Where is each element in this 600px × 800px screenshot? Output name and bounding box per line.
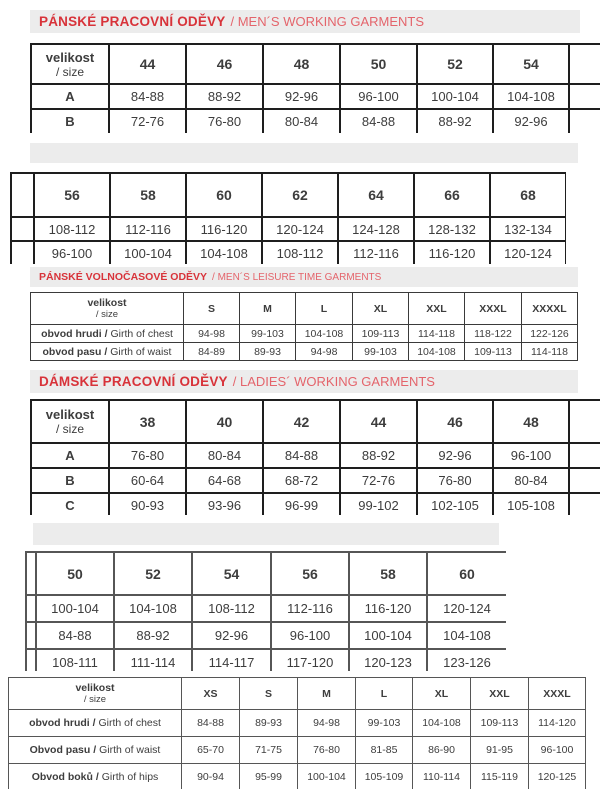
ladies-sizes-38-48-table xyxy=(30,399,600,515)
row-label-bold: obvod hrudi / xyxy=(29,717,96,729)
row-label-bold: obvod pasu / xyxy=(42,345,108,358)
size-range-cell: 117-120 xyxy=(271,649,349,671)
size-range-cell: 76-80 xyxy=(417,468,493,493)
size-range-cell: 102-105 xyxy=(417,493,493,515)
size-range-cell: 81-85 xyxy=(356,737,413,764)
size-range-cell: 84-88 xyxy=(263,443,340,468)
heading-czech: DÁMSKÉ PRACOVNÍ ODĚVY xyxy=(39,374,228,389)
size-range-cell: 72-76 xyxy=(109,109,186,133)
ladies-sizes-50-60-wrapper xyxy=(25,551,506,671)
size-range-cell: 90-93 xyxy=(109,493,186,515)
size-range-cell: 100-104 xyxy=(417,84,493,109)
size-range-cell: 114-120 xyxy=(529,710,586,737)
column-header: XS xyxy=(182,678,240,710)
size-range-cell: 96-100 xyxy=(529,737,586,764)
size-range-cell: 84-88 xyxy=(109,84,186,109)
size-range-cell: 92-96 xyxy=(417,443,493,468)
size-range-cell: 108-112 xyxy=(262,241,338,264)
ladies-sizes-50-60-table xyxy=(25,551,506,671)
column-header: XXXL xyxy=(529,678,586,710)
size-range-cell: 100-104 xyxy=(36,595,114,622)
size-range-cell: 88-92 xyxy=(417,109,493,133)
size-range-cell: 76-80 xyxy=(109,443,186,468)
ladies-sizes-38-48-wrapper xyxy=(30,399,600,515)
column-header: 60 xyxy=(427,552,506,595)
size-range-cell: 80-84 xyxy=(186,443,263,468)
size-range-cell: 68-72 xyxy=(263,468,340,493)
size-range-cell: 109-113 xyxy=(353,325,409,343)
column-header: 58 xyxy=(349,552,427,595)
table-row xyxy=(31,493,600,515)
size-range-cell: 100-104 xyxy=(349,622,427,649)
size-range-cell: 116-120 xyxy=(349,595,427,622)
table-row xyxy=(9,764,586,790)
clipped-column-sliver xyxy=(569,493,600,515)
mens-sizes-44-54-table xyxy=(30,43,600,133)
size-range-cell: 112-116 xyxy=(338,241,414,264)
table-row xyxy=(11,241,566,264)
size-range-cell: 112-116 xyxy=(271,595,349,622)
mens-leisure-heading xyxy=(30,267,578,287)
size-range-cell: 128-132 xyxy=(414,217,490,241)
heading-english: / MEN´S LEISURE TIME GARMENTS xyxy=(212,271,382,283)
row-label-normal: Girth of waist xyxy=(110,345,172,358)
column-header: 58 xyxy=(110,173,186,217)
clipped-column-sliver xyxy=(26,649,36,671)
size-range-cell: 120-124 xyxy=(490,241,566,264)
size-range-cell: 92-96 xyxy=(493,109,569,133)
mens-working-heading xyxy=(30,10,580,33)
column-header: 52 xyxy=(114,552,192,595)
mens-sizes-44-54-wrapper xyxy=(30,43,600,133)
size-range-cell: 108-112 xyxy=(34,217,110,241)
table-row xyxy=(26,622,506,649)
row-label xyxy=(9,764,182,790)
row-label-normal: Girth of chest xyxy=(98,717,161,729)
clipped-column-sliver xyxy=(26,622,36,649)
table-row xyxy=(9,737,586,764)
size-range-cell: 80-84 xyxy=(493,468,569,493)
column-header: 50 xyxy=(340,44,417,84)
row-label: B xyxy=(31,468,109,493)
column-header: 66 xyxy=(414,173,490,217)
corner-normal-label: / size xyxy=(55,64,84,79)
table-row xyxy=(31,343,578,361)
size-range-cell: 114-118 xyxy=(409,325,465,343)
heading-czech: PÁNSKÉ PRACOVNÍ ODĚVY xyxy=(39,14,226,29)
column-header: 40 xyxy=(186,400,263,443)
clipped-column-sliver xyxy=(569,84,600,109)
clipped-column-sliver xyxy=(11,173,34,217)
column-header: 46 xyxy=(186,44,263,84)
row-label-bold: Obvod boků / xyxy=(31,771,99,783)
table-row xyxy=(31,468,600,493)
column-header: M xyxy=(240,293,296,325)
column-header: 68 xyxy=(490,173,566,217)
row-label-bold: obvod hrudi / xyxy=(41,327,108,340)
size-range-cell: 60-64 xyxy=(109,468,186,493)
column-header: XXL xyxy=(471,678,529,710)
size-range-cell: 99-103 xyxy=(353,343,409,361)
size-range-cell: 108-112 xyxy=(192,595,271,622)
size-label-corner xyxy=(9,678,182,710)
size-range-cell: 96-100 xyxy=(271,622,349,649)
size-range-cell: 112-116 xyxy=(110,217,186,241)
size-range-cell: 99-102 xyxy=(340,493,417,515)
size-range-cell: 120-125 xyxy=(529,764,586,790)
corner-normal-label: / size xyxy=(83,694,107,705)
size-range-cell: 104-108 xyxy=(427,622,506,649)
size-range-cell: 91-95 xyxy=(471,737,529,764)
column-header: 44 xyxy=(340,400,417,443)
table-row xyxy=(26,649,506,671)
heading-english: / MEN´S WORKING GARMENTS xyxy=(230,14,425,29)
column-header: S xyxy=(240,678,298,710)
clipped-column-sliver xyxy=(569,400,600,443)
mens-sizes-56-68-table xyxy=(10,172,566,264)
clipped-column-sliver xyxy=(11,217,34,241)
corner-bold-label: velikost xyxy=(87,297,127,309)
ladies-letter-sizes-wrapper xyxy=(8,677,586,789)
column-header: XL xyxy=(353,293,409,325)
size-range-cell: 86-90 xyxy=(413,737,471,764)
column-header: L xyxy=(296,293,353,325)
size-range-cell: 114-118 xyxy=(522,343,578,361)
column-header: 42 xyxy=(263,400,340,443)
table-row xyxy=(26,595,506,622)
size-range-cell: 89-93 xyxy=(240,343,296,361)
size-range-cell: 104-108 xyxy=(114,595,192,622)
size-range-cell: 109-113 xyxy=(465,343,522,361)
size-range-cell: 104-108 xyxy=(413,710,471,737)
column-header: XXXXL xyxy=(522,293,578,325)
column-header: 52 xyxy=(417,44,493,84)
size-range-cell: 96-100 xyxy=(340,84,417,109)
size-range-cell: 90-94 xyxy=(182,764,240,790)
column-header: 54 xyxy=(192,552,271,595)
clipped-column-sliver xyxy=(11,241,34,264)
row-label: C xyxy=(31,493,109,515)
clipped-column-sliver xyxy=(26,552,36,595)
row-label xyxy=(9,737,182,764)
size-range-cell: 104-108 xyxy=(296,325,353,343)
size-range-cell: 123-126 xyxy=(427,649,506,671)
size-range-cell: 64-68 xyxy=(186,468,263,493)
size-range-cell: 100-104 xyxy=(110,241,186,264)
table-row xyxy=(31,325,578,343)
size-range-cell: 88-92 xyxy=(340,443,417,468)
table-row xyxy=(31,84,600,109)
size-range-cell: 104-108 xyxy=(493,84,569,109)
size-range-cell: 84-88 xyxy=(340,109,417,133)
clipped-column-sliver xyxy=(569,44,600,84)
corner-bold-label: velikost xyxy=(45,49,95,65)
size-range-cell: 110-114 xyxy=(413,764,471,790)
column-header: 64 xyxy=(338,173,414,217)
size-range-cell: 80-84 xyxy=(263,109,340,133)
size-range-cell: 84-88 xyxy=(36,622,114,649)
corner-normal-label: / size xyxy=(55,422,84,436)
size-range-cell: 72-76 xyxy=(340,468,417,493)
column-header: M xyxy=(298,678,356,710)
column-header: 46 xyxy=(417,400,493,443)
row-label-normal: Girth of waist xyxy=(99,744,161,756)
separator-band xyxy=(33,523,499,545)
size-range-cell: 115-119 xyxy=(471,764,529,790)
heading-czech: PÁNSKÉ VOLNOČASOVÉ ODĚVY xyxy=(39,271,208,283)
row-label xyxy=(31,343,184,361)
column-header: 38 xyxy=(109,400,186,443)
table-row xyxy=(31,109,600,133)
size-range-cell: 96-100 xyxy=(34,241,110,264)
column-header: 56 xyxy=(34,173,110,217)
column-header: 62 xyxy=(262,173,338,217)
size-label-corner xyxy=(31,293,184,325)
size-range-cell: 104-108 xyxy=(409,343,465,361)
size-range-cell: 122-126 xyxy=(522,325,578,343)
size-range-cell: 120-123 xyxy=(349,649,427,671)
size-range-cell: 118-122 xyxy=(465,325,522,343)
size-range-cell: 95-99 xyxy=(240,764,298,790)
size-range-cell: 116-120 xyxy=(186,217,262,241)
row-label: B xyxy=(31,109,109,133)
table-row xyxy=(11,217,566,241)
ladies-letter-sizes-table xyxy=(8,677,586,789)
size-range-cell: 120-124 xyxy=(262,217,338,241)
size-range-cell: 88-92 xyxy=(186,84,263,109)
column-header: 54 xyxy=(493,44,569,84)
column-header: 48 xyxy=(493,400,569,443)
size-range-cell: 111-114 xyxy=(114,649,192,671)
column-header: 56 xyxy=(271,552,349,595)
size-label-corner xyxy=(31,400,109,443)
size-range-cell: 94-98 xyxy=(184,325,240,343)
row-label: A xyxy=(31,443,109,468)
row-label: A xyxy=(31,84,109,109)
row-label-normal: Girth of hips xyxy=(101,771,159,783)
clipped-column-sliver xyxy=(569,109,600,133)
column-header: 60 xyxy=(186,173,262,217)
ladies-working-heading xyxy=(30,370,578,393)
row-label xyxy=(31,325,184,343)
column-header: 48 xyxy=(263,44,340,84)
size-range-cell: 71-75 xyxy=(240,737,298,764)
mens-leisure-table-wrapper xyxy=(30,292,578,362)
size-range-cell: 76-80 xyxy=(298,737,356,764)
size-range-cell: 94-98 xyxy=(298,710,356,737)
table-row xyxy=(31,443,600,468)
corner-normal-label: / size xyxy=(95,309,119,320)
corner-bold-label: velikost xyxy=(45,407,95,422)
clipped-column-sliver xyxy=(569,468,600,493)
clipped-column-sliver xyxy=(26,595,36,622)
size-range-cell: 132-134 xyxy=(490,217,566,241)
size-range-cell: 96-100 xyxy=(493,443,569,468)
corner-bold-label: velikost xyxy=(75,682,115,694)
size-range-cell: 76-80 xyxy=(186,109,263,133)
size-range-cell: 92-96 xyxy=(192,622,271,649)
size-range-cell: 108-111 xyxy=(36,649,114,671)
size-range-cell: 124-128 xyxy=(338,217,414,241)
size-range-cell: 105-109 xyxy=(356,764,413,790)
size-range-cell: 65-70 xyxy=(182,737,240,764)
size-range-cell: 89-93 xyxy=(240,710,298,737)
column-header: 44 xyxy=(109,44,186,84)
table-row xyxy=(9,710,586,737)
row-label-normal: Girth of chest xyxy=(110,327,173,340)
column-header: 50 xyxy=(36,552,114,595)
column-header: XXXL xyxy=(465,293,522,325)
size-range-cell: 116-120 xyxy=(414,241,490,264)
heading-english: / LADIES´ WORKING GARMENTS xyxy=(232,374,435,389)
mens-leisure-sizes-table xyxy=(30,292,578,361)
row-label-bold: Obvod pasu / xyxy=(29,744,97,756)
size-range-cell: 94-98 xyxy=(296,343,353,361)
size-range-cell: 92-96 xyxy=(263,84,340,109)
size-range-cell: 84-89 xyxy=(184,343,240,361)
column-header: XXL xyxy=(409,293,465,325)
size-range-cell: 105-108 xyxy=(493,493,569,515)
size-label-corner xyxy=(31,44,109,84)
column-header: L xyxy=(356,678,413,710)
size-range-cell: 88-92 xyxy=(114,622,192,649)
size-range-cell: 104-108 xyxy=(186,241,262,264)
size-range-cell: 100-104 xyxy=(298,764,356,790)
mens-sizes-56-68-wrapper xyxy=(10,172,566,264)
column-header: XL xyxy=(413,678,471,710)
size-range-cell: 109-113 xyxy=(471,710,529,737)
size-range-cell: 99-103 xyxy=(356,710,413,737)
clipped-column-sliver xyxy=(569,443,600,468)
size-range-cell: 99-103 xyxy=(240,325,296,343)
size-range-cell: 84-88 xyxy=(182,710,240,737)
separator-band xyxy=(30,143,578,163)
column-header: S xyxy=(184,293,240,325)
size-range-cell: 120-124 xyxy=(427,595,506,622)
size-range-cell: 93-96 xyxy=(186,493,263,515)
size-range-cell: 114-117 xyxy=(192,649,271,671)
size-range-cell: 96-99 xyxy=(263,493,340,515)
row-label xyxy=(9,710,182,737)
